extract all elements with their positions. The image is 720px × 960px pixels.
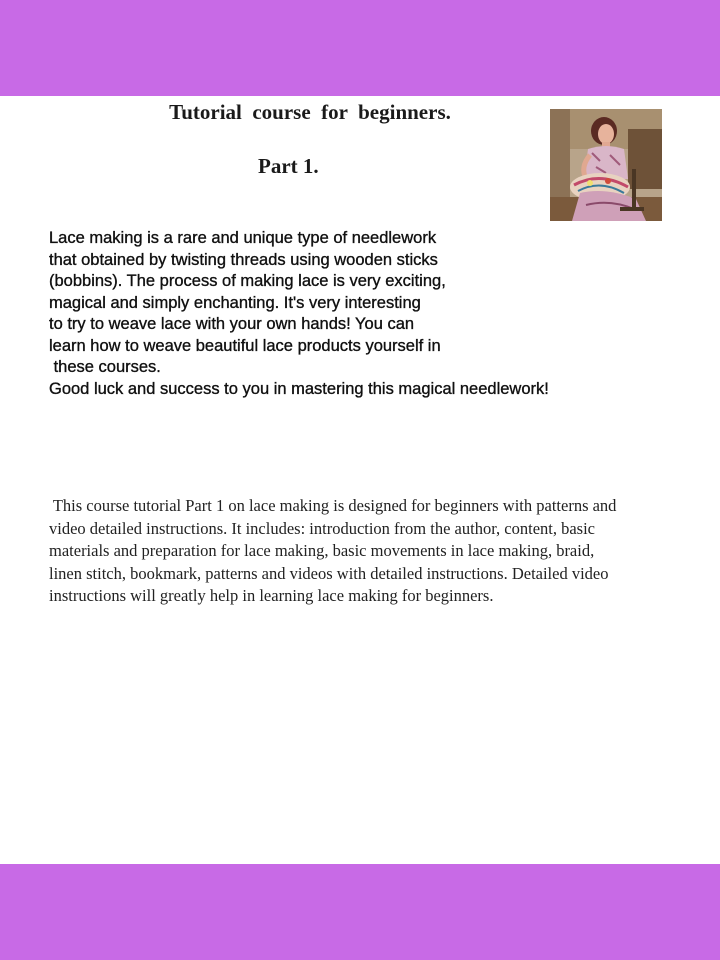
intro-line: that obtained by twisting threads using wooden sticks: [49, 250, 438, 269]
bottom-banner: [0, 864, 720, 960]
author-photo: [550, 109, 662, 221]
description-line: linen stitch, bookmark, patterns and videos with detailed instructions. Detailed video: [49, 563, 609, 583]
description-line: This course tutorial Part 1 on lace making is designed for beginners with patterns and: [49, 496, 617, 515]
intro-line: these courses.: [49, 358, 161, 376]
description-line: instructions will greatly help in learning lace making for beginners.: [49, 586, 494, 605]
intro-line: to try to weave lace with your own hands! You can: [49, 315, 415, 333]
intro-line: (bobbins). The process of making lace is very exciting,: [49, 272, 446, 290]
intro-line: learn how to weave beautiful lace products yourself in: [49, 336, 441, 355]
intro-text: [49, 228, 689, 400]
intro-line: Lace making is a rare and unique type of needlework: [49, 229, 437, 247]
intro-line: Good luck and success to you in mastering this magical needlework!: [49, 379, 549, 398]
course-description: [49, 495, 679, 608]
description-line: materials and preparation for lace making, basic movements in lace making, braid,: [49, 541, 595, 560]
description-line: video detailed instructions. It includes: introduction from the author, content, basic: [49, 518, 595, 538]
part-heading: Part 1.: [258, 154, 319, 178]
intro-line: magical and simply enchanting. It's very interesting: [49, 293, 421, 312]
page-title: Tutorial course for beginners.: [169, 100, 451, 124]
top-banner: [0, 0, 720, 96]
